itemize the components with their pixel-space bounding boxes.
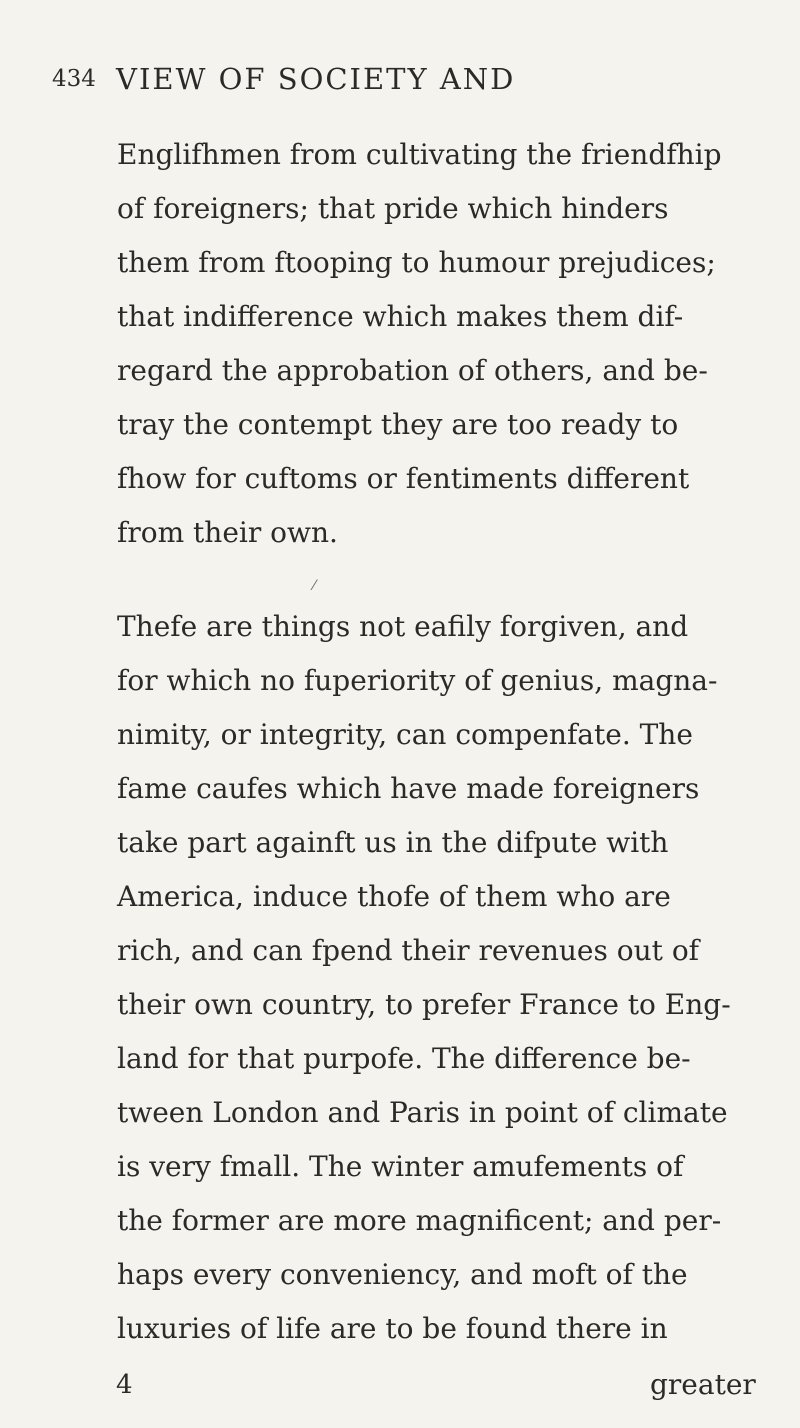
text-line: take part againft us in the difpute with xyxy=(117,826,669,859)
text-line: haps every conveniency, and moft of the xyxy=(117,1258,688,1291)
text-line: fhow for cuftoms or fentiments different xyxy=(117,462,690,495)
text-line: luxuries of life are to be found there in xyxy=(117,1312,668,1345)
text-line: their own country, to prefer France to Eng- xyxy=(117,988,731,1021)
running-head xyxy=(52,62,740,106)
text-line: them from ftooping to humour prejudices; xyxy=(117,246,716,279)
text-line: fame caufes which have made foreigners xyxy=(117,772,700,805)
body-text xyxy=(117,128,797,1356)
paragraph-2 xyxy=(117,600,797,1356)
page-number: 434 xyxy=(52,66,96,92)
text-line: from their own. xyxy=(117,516,338,549)
text-line: Thefe are things not eafily forgiven, and xyxy=(117,610,689,643)
paragraph-1 xyxy=(117,128,797,560)
text-line: of foreigners; that pride which hinders xyxy=(117,192,669,225)
text-line: that indifference which makes them dif- xyxy=(117,300,684,333)
text-line: tween London and Paris in point of climate xyxy=(117,1096,728,1129)
text-line: for which no fuperiority of genius, magna- xyxy=(117,664,718,697)
text-line: Englifhmen from cultivating the friendfhip xyxy=(117,138,722,171)
page-footer xyxy=(0,1368,800,1418)
text-line: is very fmall. The winter amufements of xyxy=(117,1150,684,1183)
running-title: VIEW OF SOCIETY AND xyxy=(116,62,516,96)
paragraph-gap xyxy=(117,560,797,600)
text-line: the former are more magnificent; and per- xyxy=(117,1204,722,1237)
text-line: tray the contempt they are too ready to xyxy=(117,408,679,441)
text-line: land for that purpofe. The difference be- xyxy=(117,1042,691,1075)
text-line: regard the approbation of others, and be- xyxy=(117,354,708,387)
stray-ink-mark: ⁄ xyxy=(313,578,316,594)
text-line: nimity, or integrity, can compenfate. The xyxy=(117,718,693,751)
text-line: rich, and can fpend their revenues out of xyxy=(117,934,700,967)
catchword: greater xyxy=(650,1368,756,1401)
text-line: America, induce thofe of them who are xyxy=(117,880,671,913)
signature-mark: 4 xyxy=(116,1370,133,1400)
